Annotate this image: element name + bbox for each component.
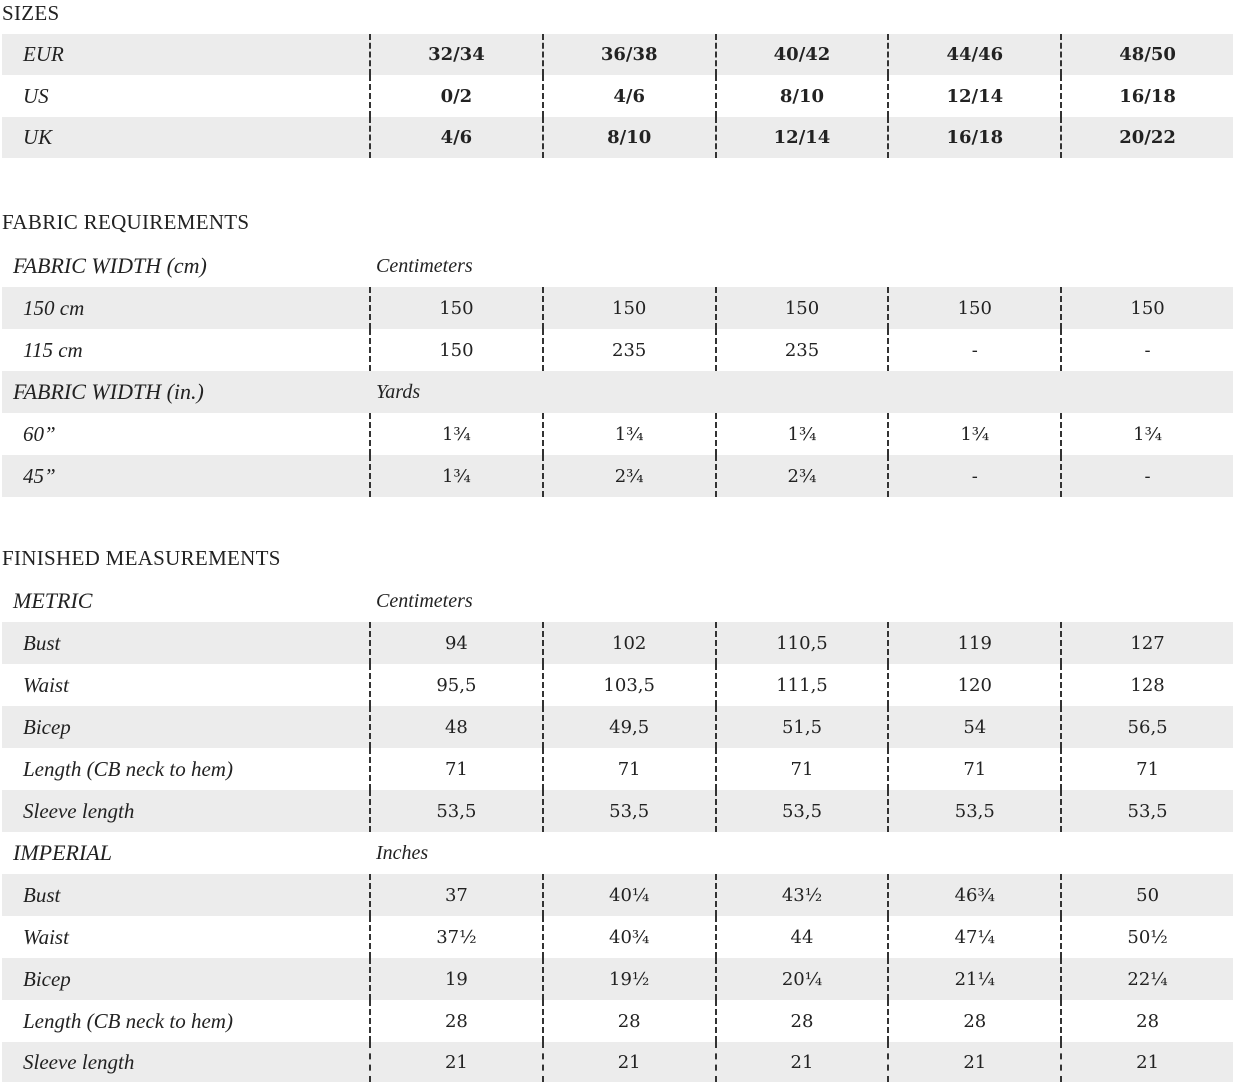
table-cell: 36/38 xyxy=(542,34,715,75)
row-label: Bust xyxy=(23,882,61,907)
table-cell: 21 xyxy=(542,1042,715,1082)
imperial-header xyxy=(2,832,1233,874)
table-cell: 44/46 xyxy=(887,34,1060,75)
row-label: Sleeve length xyxy=(23,798,135,823)
subhead-unit: Yards xyxy=(376,380,421,403)
table-cell: 54 xyxy=(887,706,1060,748)
table-row xyxy=(2,748,1233,790)
table-row xyxy=(2,958,1233,1000)
table-cell: 150 xyxy=(715,287,888,329)
fabric-metric-header xyxy=(2,245,1233,287)
fabric-table xyxy=(2,245,1233,497)
row-label: Waist xyxy=(23,924,69,949)
table-row xyxy=(2,34,1233,75)
table-cell: 46¾ xyxy=(887,874,1060,916)
table-cell: 150 xyxy=(369,287,542,329)
table-cell: 43½ xyxy=(715,874,888,916)
row-label: 60” xyxy=(23,421,56,446)
subhead-label: FABRIC WIDTH (in.) xyxy=(13,379,204,404)
table-cell: 16/18 xyxy=(887,117,1060,158)
table-cell: 103,5 xyxy=(542,664,715,706)
table-row xyxy=(2,664,1233,706)
table-cell: - xyxy=(1060,455,1233,497)
table-cell: 44 xyxy=(715,916,888,958)
table-cell: 53,5 xyxy=(542,790,715,832)
finished-title: FINISHED MEASUREMENTS xyxy=(2,546,281,570)
table-cell: 2¾ xyxy=(715,455,888,497)
table-cell: 56,5 xyxy=(1060,706,1233,748)
sizes-title: SIZES xyxy=(2,1,60,25)
table-cell: 71 xyxy=(715,748,888,790)
table-cell: 53,5 xyxy=(887,790,1060,832)
table-cell: 48/50 xyxy=(1060,34,1233,75)
table-row xyxy=(2,413,1233,455)
row-label: Length (CB neck to hem) xyxy=(23,756,233,781)
table-cell: 40/42 xyxy=(715,34,888,75)
table-cell: 127 xyxy=(1060,622,1233,664)
table-row xyxy=(2,706,1233,748)
table-cell: 71 xyxy=(369,748,542,790)
table-cell: 21 xyxy=(1060,1042,1233,1082)
table-cell: 4/6 xyxy=(369,117,542,158)
table-cell: 110,5 xyxy=(715,622,888,664)
table-cell: 50½ xyxy=(1060,916,1233,958)
row-label: UK xyxy=(23,125,53,149)
table-cell: 0/2 xyxy=(369,75,542,117)
finished-table xyxy=(2,580,1233,1082)
row-label: 115 cm xyxy=(23,337,83,362)
table-cell: - xyxy=(887,455,1060,497)
table-cell: 53,5 xyxy=(715,790,888,832)
table-cell: 150 xyxy=(542,287,715,329)
subhead-label: FABRIC WIDTH (cm) xyxy=(13,253,207,278)
table-cell: 16/18 xyxy=(1060,75,1233,117)
table-cell: 19½ xyxy=(542,958,715,1000)
table-cell: 21 xyxy=(887,1042,1060,1082)
row-label: EUR xyxy=(23,42,64,66)
table-cell: 1¾ xyxy=(1060,413,1233,455)
table-cell: 71 xyxy=(887,748,1060,790)
table-cell: 1¾ xyxy=(887,413,1060,455)
table-cell: 22¼ xyxy=(1060,958,1233,1000)
table-cell: 119 xyxy=(887,622,1060,664)
row-label: 45” xyxy=(23,463,56,488)
table-cell: 150 xyxy=(369,329,542,371)
table-row xyxy=(2,1042,1233,1082)
table-row xyxy=(2,1000,1233,1042)
table-cell: 1¾ xyxy=(369,413,542,455)
table-cell: 19 xyxy=(369,958,542,1000)
table-cell: 53,5 xyxy=(369,790,542,832)
table-cell: 21¼ xyxy=(887,958,1060,1000)
table-row xyxy=(2,329,1233,371)
table-cell: 235 xyxy=(715,329,888,371)
table-cell: 47¼ xyxy=(887,916,1060,958)
table-cell: 94 xyxy=(369,622,542,664)
table-cell: 37½ xyxy=(369,916,542,958)
fabric-imperial-header xyxy=(2,371,1233,413)
subhead-unit: Centimeters xyxy=(376,589,473,612)
row-label: Sleeve length xyxy=(23,1049,135,1074)
table-cell: 20¼ xyxy=(715,958,888,1000)
row-label: 150 cm xyxy=(23,295,85,320)
sizes-table xyxy=(2,34,1233,158)
table-cell: 37 xyxy=(369,874,542,916)
table-cell: 8/10 xyxy=(542,117,715,158)
table-cell: 40¾ xyxy=(542,916,715,958)
row-label: Bicep xyxy=(23,714,71,739)
table-cell: 21 xyxy=(715,1042,888,1082)
row-label: US xyxy=(23,83,49,108)
subhead-label: IMPERIAL xyxy=(13,840,112,865)
table-row xyxy=(2,455,1233,497)
table-cell: 120 xyxy=(887,664,1060,706)
table-cell: 1¾ xyxy=(715,413,888,455)
table-row xyxy=(2,622,1233,664)
table-cell: 2¾ xyxy=(542,455,715,497)
table-cell: 71 xyxy=(542,748,715,790)
table-cell: 48 xyxy=(369,706,542,748)
subhead-label: METRIC xyxy=(13,588,93,613)
row-label: Bicep xyxy=(23,966,71,991)
table-cell: - xyxy=(1060,329,1233,371)
table-cell: 150 xyxy=(887,287,1060,329)
table-cell: 102 xyxy=(542,622,715,664)
subhead-unit: Centimeters xyxy=(376,254,473,277)
table-cell: 12/14 xyxy=(715,117,888,158)
table-cell: 8/10 xyxy=(715,75,888,117)
row-label: Length (CB neck to hem) xyxy=(23,1008,233,1033)
fabric-title: FABRIC REQUIREMENTS xyxy=(2,210,250,234)
table-cell: 71 xyxy=(1060,748,1233,790)
table-cell: 28 xyxy=(369,1000,542,1042)
table-row xyxy=(2,790,1233,832)
table-cell: 51,5 xyxy=(715,706,888,748)
table-row xyxy=(2,916,1233,958)
table-cell: 128 xyxy=(1060,664,1233,706)
table-cell: 95,5 xyxy=(369,664,542,706)
table-row xyxy=(2,117,1233,158)
table-cell: 53,5 xyxy=(1060,790,1233,832)
table-cell: - xyxy=(887,329,1060,371)
table-cell: 20/22 xyxy=(1060,117,1233,158)
table-cell: 40¼ xyxy=(542,874,715,916)
table-cell: 32/34 xyxy=(369,34,542,75)
table-cell: 28 xyxy=(887,1000,1060,1042)
table-row xyxy=(2,75,1233,117)
table-cell: 1¾ xyxy=(542,413,715,455)
table-cell: 235 xyxy=(542,329,715,371)
table-row xyxy=(2,874,1233,916)
table-cell: 21 xyxy=(369,1042,542,1082)
table-row xyxy=(2,287,1233,329)
table-cell: 1¾ xyxy=(369,455,542,497)
table-cell: 111,5 xyxy=(715,664,888,706)
subhead-unit: Inches xyxy=(376,841,429,864)
table-cell: 12/14 xyxy=(887,75,1060,117)
table-cell: 150 xyxy=(1060,287,1233,329)
table-cell: 50 xyxy=(1060,874,1233,916)
table-cell: 28 xyxy=(1060,1000,1233,1042)
row-label: Waist xyxy=(23,672,69,697)
metric-header xyxy=(2,580,1233,622)
table-cell: 4/6 xyxy=(542,75,715,117)
row-label: Bust xyxy=(23,630,61,655)
table-cell: 28 xyxy=(542,1000,715,1042)
table-cell: 28 xyxy=(715,1000,888,1042)
table-cell: 49,5 xyxy=(542,706,715,748)
